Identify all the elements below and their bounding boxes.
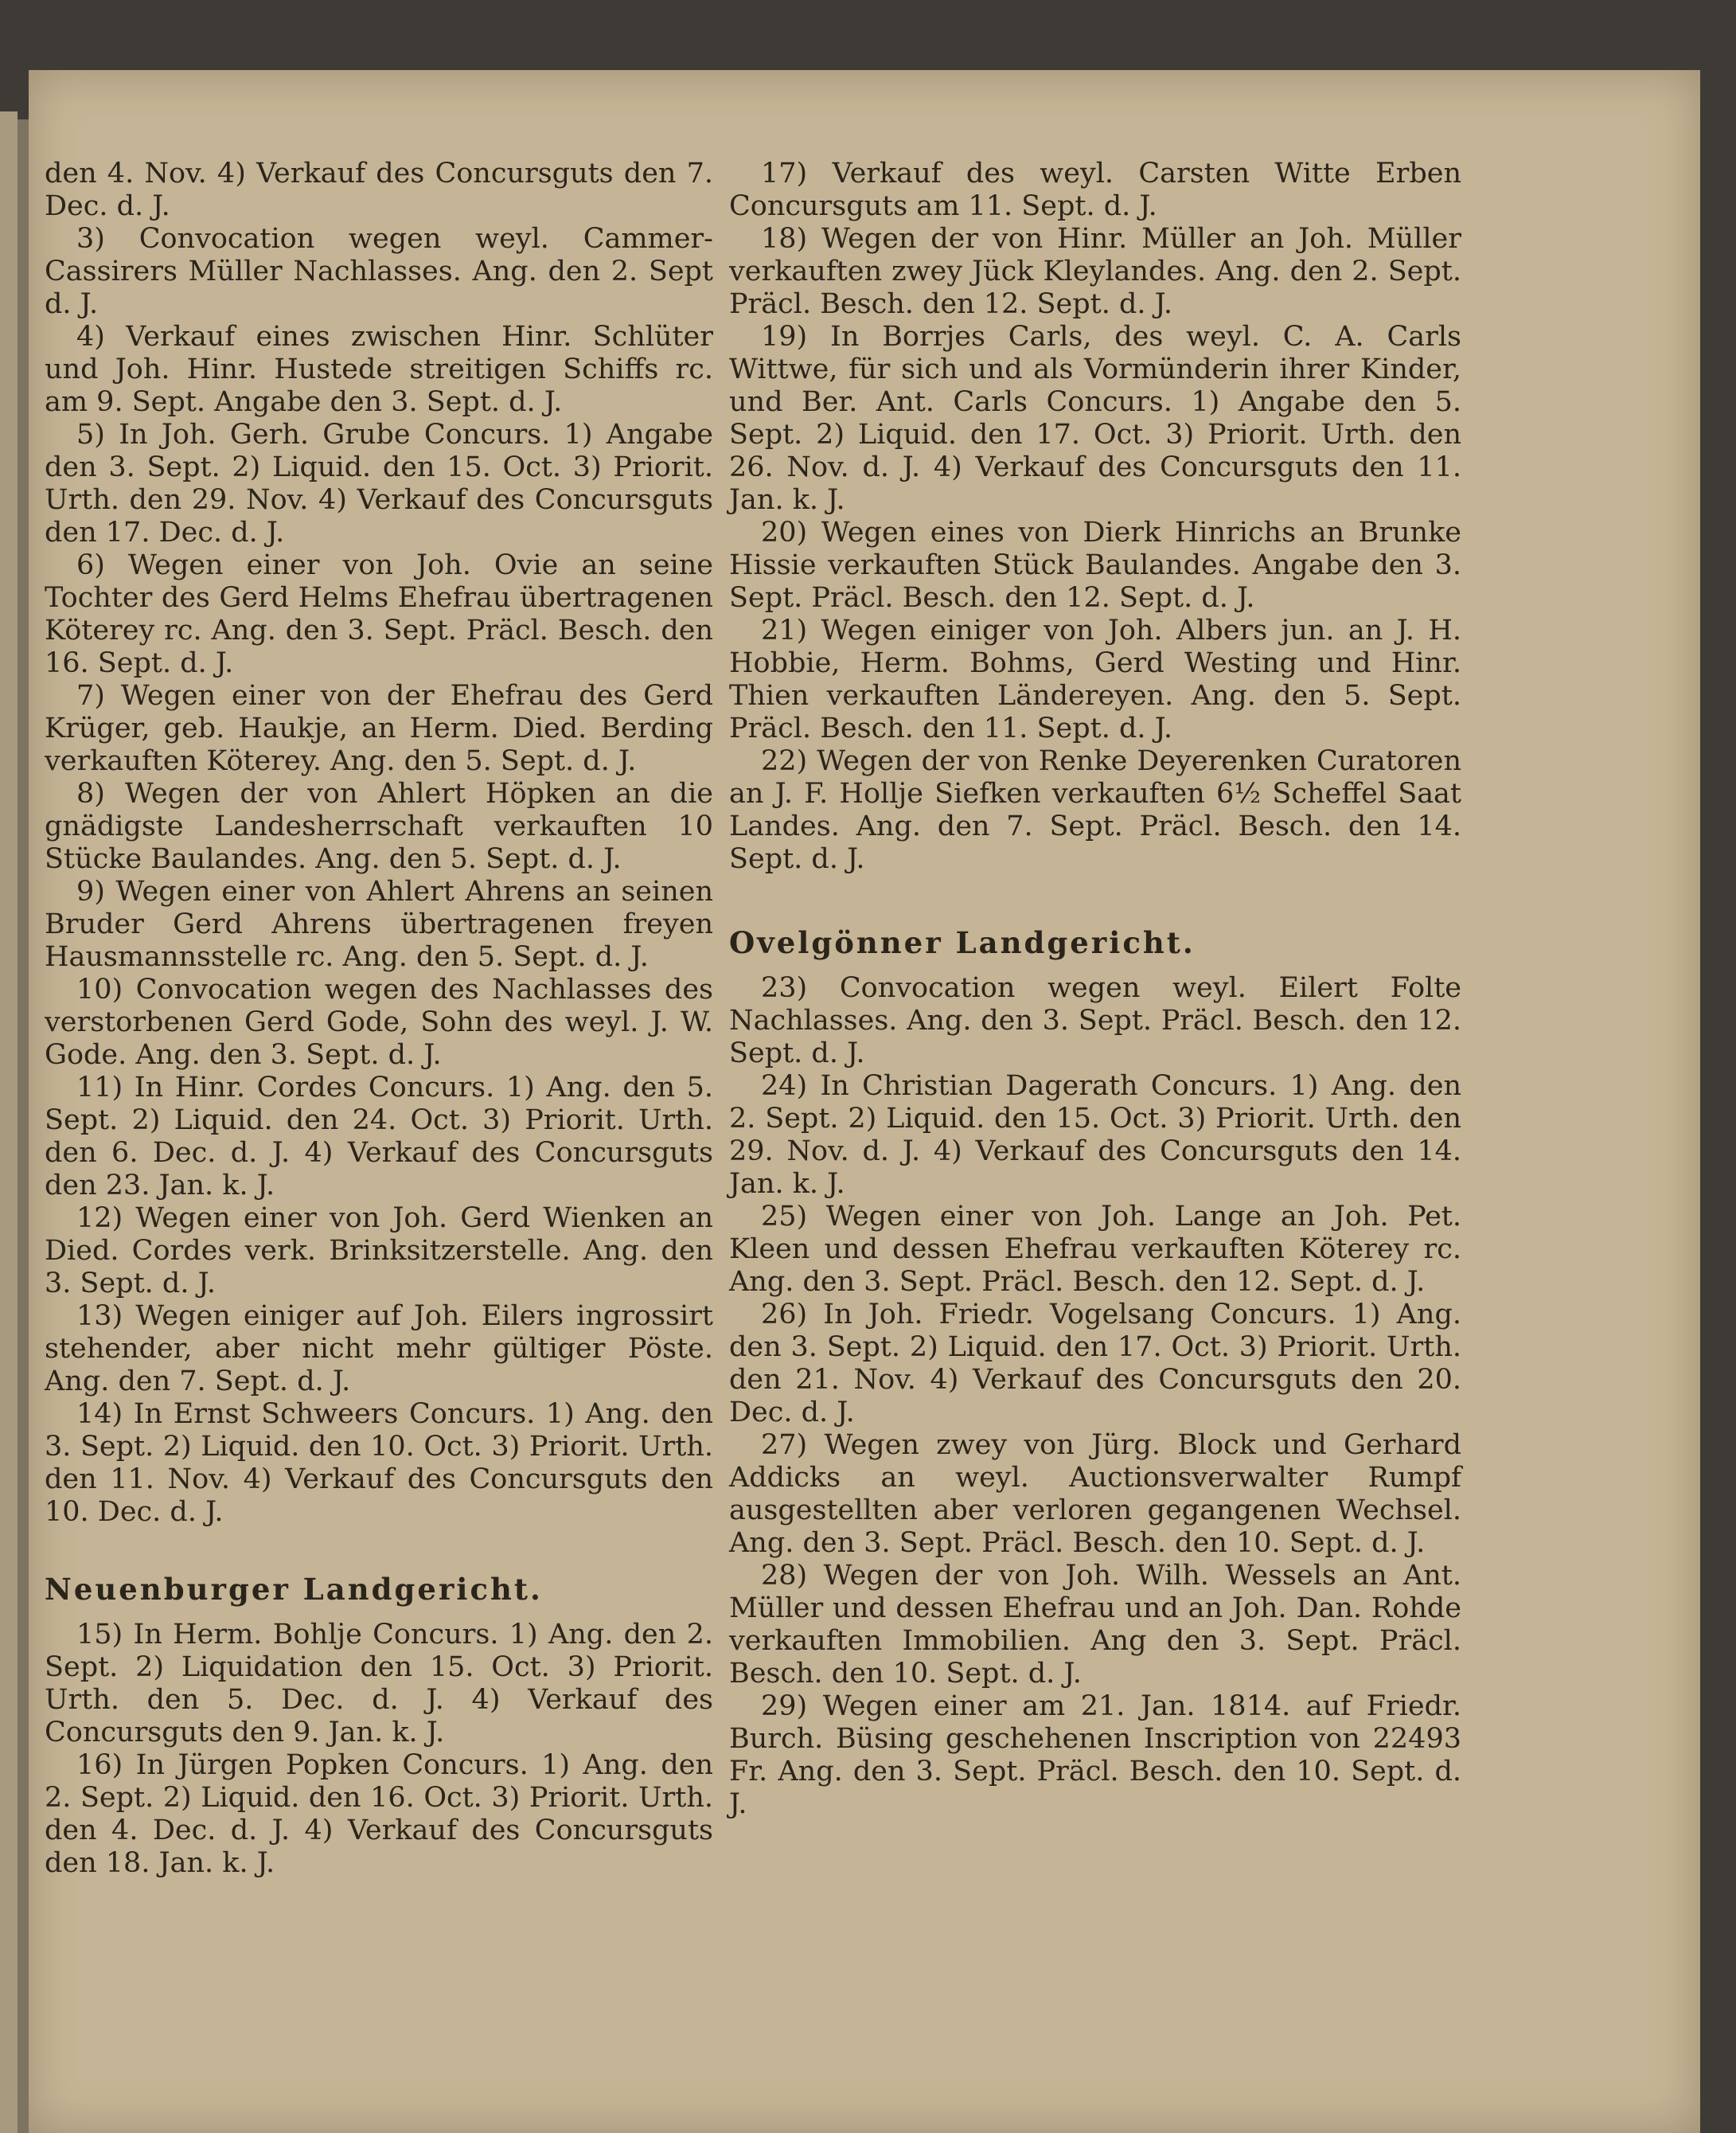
paragraph: 20) Wegen eines von Dierk Hinrichs an Brunke Hissie verkauften Stück Baulandes. Angabe den 3. Sept. Präcl. Besch. den 12. Sept. d. J. [729, 517, 1461, 614]
paragraph: 4) Verkauf eines zwischen Hinr. Schlüter und Joh. Hinr. Hustede streitigen Schiffs rc. am 9. Sept. Angabe den 3. Sept. d. J. [45, 321, 713, 418]
paragraph: 24) In Christian Dagerath Concurs. 1) Ang. den 2. Sept. 2) Liquid. den 15. Oct. 3) Priorit. Urth. den 29. Nov. d. J. 4) Verkauf des Concursguts den 14. Jan. k. J. [729, 1070, 1461, 1200]
paragraph: 15) In Herm. Bohlje Concurs. 1) Ang. den 2. Sept. 2) Liquidation den 15. Oct. 3) Priorit. Urth. den 5. Dec. d. J. 4) Verkauf des Concursguts den 9. Jan. k. J. [45, 1619, 713, 1748]
paragraph: den 4. Nov. 4) Verkauf des Concursguts den 7. Dec. d. J. [45, 158, 713, 222]
document-page [29, 70, 1700, 2133]
paragraph: 9) Wegen einer von Ahlert Ahrens an seinen Bruder Gerd Ahrens übertragenen freyen Hausmannsstelle rc. Ang. den 5. Sept. d. J. [45, 876, 713, 973]
previous-page-edge [0, 111, 18, 2133]
paragraph: 7) Wegen einer von der Ehefrau des Gerd Krüger, geb. Haukje, an Herm. Died. Berding verkauften Köterey. Ang. den 5. Sept. d. J. [45, 680, 713, 777]
paragraph: 17) Verkauf des weyl. Carsten Witte Erben Concursguts am 11. Sept. d. J. [729, 158, 1461, 222]
paragraph: 29) Wegen einer am 21. Jan. 1814. auf Friedr. Burch. Büsing geschehenen Inscription von 22493 Fr. Ang. den 3. Sept. Präcl. Besch. den 10. Sept. d. J. [729, 1690, 1461, 1820]
paragraph: 27) Wegen zwey von Jürg. Block und Gerhard Addicks an weyl. Auctionsverwalter Rumpf ausgestellten aber verloren gegangenen Wechsel. Ang. den 3. Sept. Präcl. Besch. den 10. Sept. d. J. [729, 1429, 1461, 1559]
paragraph: 14) In Ernst Schweers Concurs. 1) Ang. den 3. Sept. 2) Liquid. den 10. Oct. 3) Priorit. Urth. den 11. Nov. 4) Verkauf des Concursguts den 10. Dec. d. J. [45, 1398, 713, 1528]
paragraph: 16) In Jürgen Popken Concurs. 1) Ang. den 2. Sept. 2) Liquid. den 16. Oct. 3) Priorit. Urth. den 4. Dec. d. J. 4) Verkauf des Concursguts den 18. Jan. k. J. [45, 1749, 713, 1879]
paragraph: 28) Wegen der von Joh. Wilh. Wessels an Ant. Müller und dessen Ehefrau und an Joh. Dan. Rohde verkauften Immobilien. Ang den 3. Sept. Präcl. Besch. den 10. Sept. d. J. [729, 1560, 1461, 1690]
paragraph: 6) Wegen einer von Joh. Ovie an seine Tochter des Gerd Helms Ehefrau übertragenen Köterey rc. Ang. den 3. Sept. Präcl. Besch. den 16. Sept. d. J. [45, 549, 713, 679]
binding-shadow [18, 119, 29, 2133]
section-heading: Neuenburger Landgericht. [45, 1572, 543, 1607]
paragraph: 5) In Joh. Gerh. Grube Concurs. 1) Angabe den 3. Sept. 2) Liquid. den 15. Oct. 3) Priorit. Urth. den 29. Nov. 4) Verkauf des Concursguts den 17. Dec. d. J. [45, 419, 713, 549]
paragraph: 8) Wegen der von Ahlert Höpken an die gnädigste Landesherrschaft verkauften 10 Stücke Baulandes. Ang. den 5. Sept. d. J. [45, 778, 713, 875]
paragraph: 11) In Hinr. Cordes Concurs. 1) Ang. den 5. Sept. 2) Liquid. den 24. Oct. 3) Priorit. Urth. den 6. Dec. d. J. 4) Verkauf des Concursguts den 23. Jan. k. J. [45, 1072, 713, 1201]
paragraph: 12) Wegen einer von Joh. Gerd Wienken an Died. Cordes verk. Brinksitzerstelle. Ang. den 3. Sept. d. J. [45, 1202, 713, 1299]
paragraph: 10) Convocation wegen des Nachlasses des verstorbenen Gerd Gode, Sohn des weyl. J. W. Gode. Ang. den 3. Sept. d. J. [45, 974, 713, 1071]
paragraph: 19) In Borrjes Carls, des weyl. C. A. Carls Wittwe, für sich und als Vormünderin ihrer Kinder, und Ber. Ant. Carls Concurs. 1) Angabe den 5. Sept. 2) Liquid. den 17. Oct. 3) Priorit. Urth. den 26. Nov. d. J. 4) Verkauf des Concursguts den 11. Jan. k. J. [729, 321, 1461, 516]
paragraph: 22) Wegen der von Renke Deyerenken Curatoren an J. F. Hollje Siefken verkauften 6½ Scheffel Saat Landes. Ang. den 7. Sept. Präcl. Besch. den 14. Sept. d. J. [729, 745, 1461, 875]
paragraph: 21) Wegen einiger von Joh. Albers jun. an J. H. Hobbie, Herm. Bohms, Gerd Westing und Hinr. Thien verkauften Ländereyen. Ang. den 5. Sept. Präcl. Besch. den 11. Sept. d. J. [729, 615, 1461, 744]
paragraph: 23) Convocation wegen weyl. Eilert Folte Nachlasses. Ang. den 3. Sept. Präcl. Besch. den 12. Sept. d. J. [729, 972, 1461, 1069]
section-heading: Ovelgönner Landgericht. [729, 925, 1196, 960]
paragraph: 25) Wegen einer von Joh. Lange an Joh. Pet. Kleen und dessen Ehefrau verkauften Köterey rc. Ang. den 3. Sept. Präcl. Besch. den 12. Sept. d. J. [729, 1201, 1461, 1298]
paragraph: 26) In Joh. Friedr. Vogelsang Concurs. 1) Ang. den 3. Sept. 2) Liquid. den 17. Oct. 3) Priorit. Urth. den 21. Nov. 4) Verkauf des Concursguts den 20. Dec. d. J. [729, 1299, 1461, 1428]
paragraph: 13) Wegen einiger auf Joh. Eilers ingrossirt stehender, aber nicht mehr gültiger Pöste. Ang. den 7. Sept. d. J. [45, 1300, 713, 1397]
left-column [45, 158, 713, 1880]
right-column [729, 158, 1461, 1821]
paragraph: 18) Wegen der von Hinr. Müller an Joh. Müller verkauften zwey Jück Kleylandes. Ang. den 2. Sept. Präcl. Besch. den 12. Sept. d. J. [729, 223, 1461, 320]
paragraph: 3) Convocation wegen weyl. Cammer-Cassirers Müller Nachlasses. Ang. den 2. Sept d. J. [45, 223, 713, 320]
